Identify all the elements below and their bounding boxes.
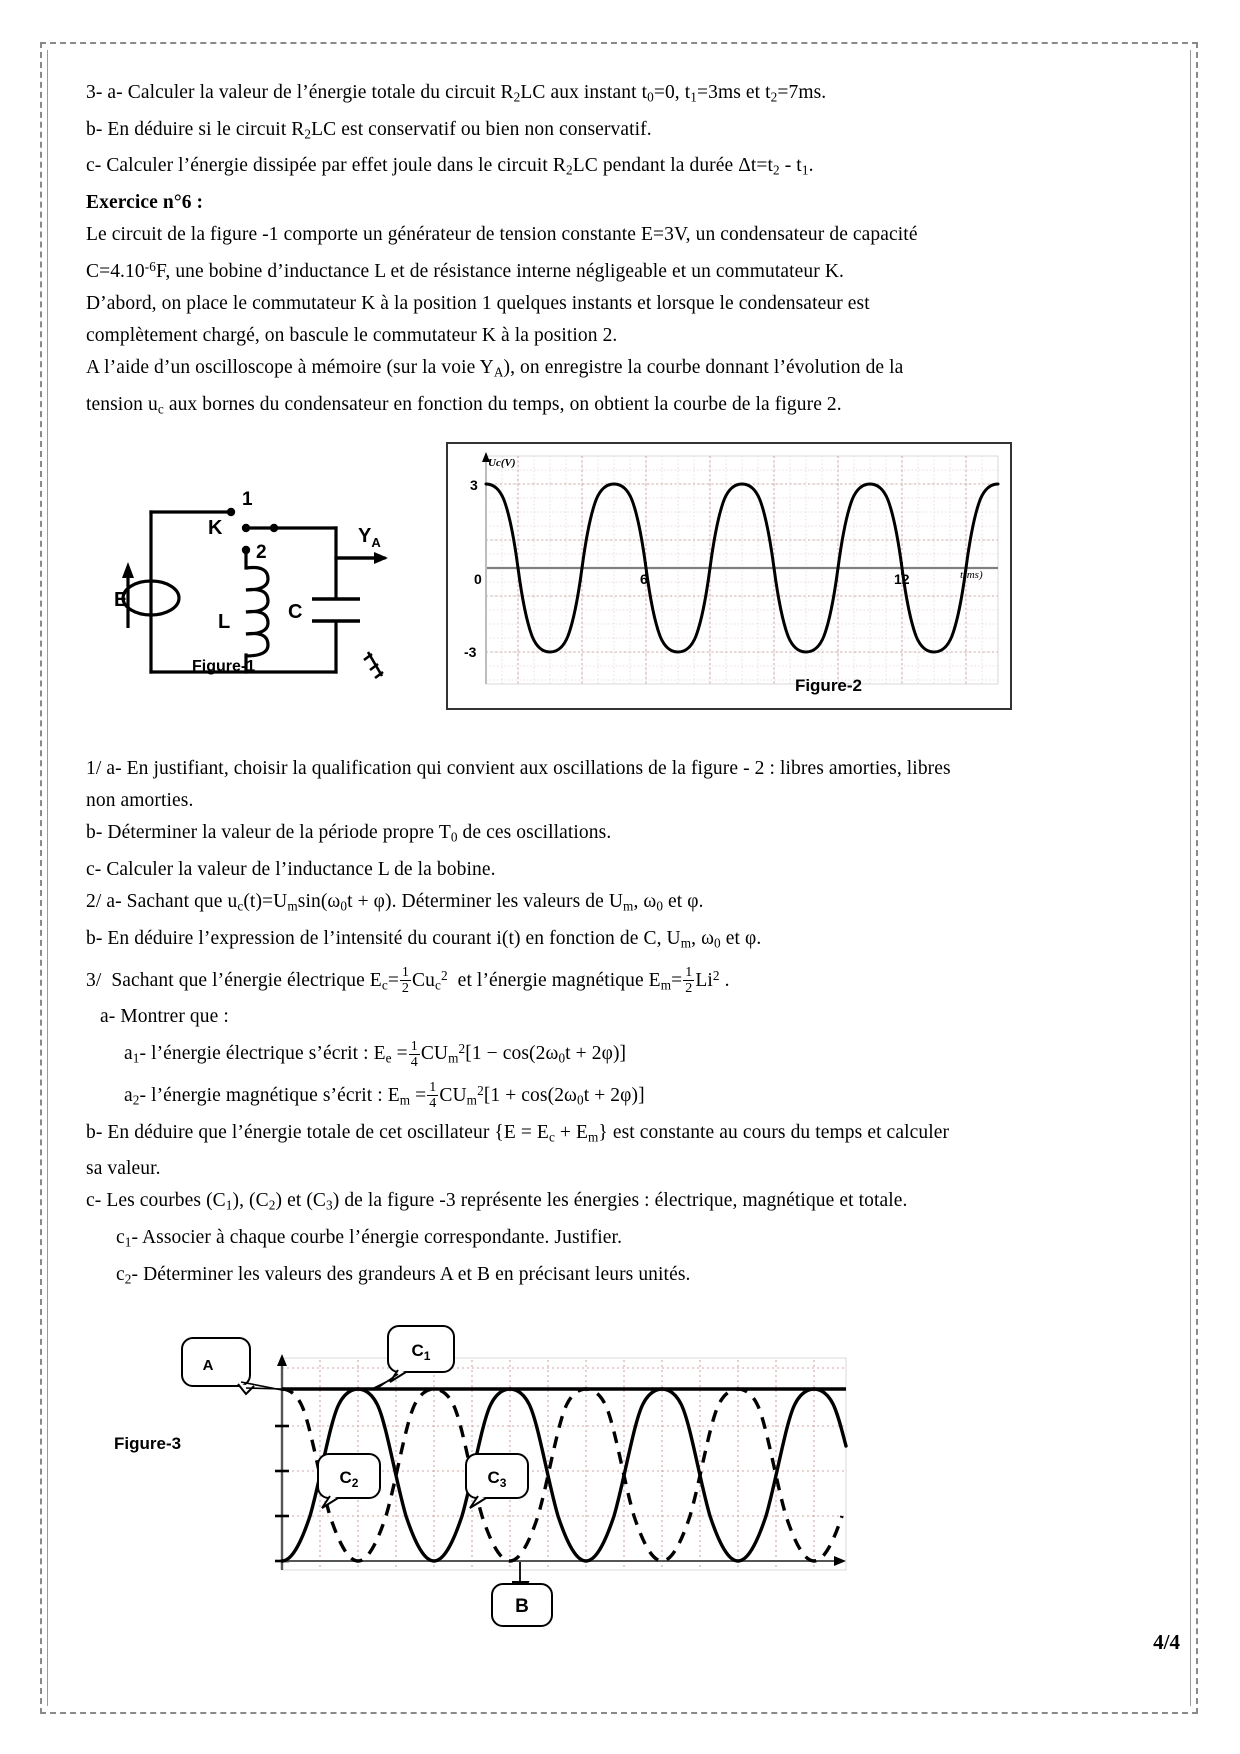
label-position-2: 2 xyxy=(256,542,267,564)
y-tick-label-minus3: -3 xyxy=(464,644,477,661)
intro-line-2: $C=4.10^{-6}F$, une bobine d’inductance L et de résistance interne négligeable et un commutateur K. xyxy=(86,259,845,283)
figure-3-caption: Figure-3 xyxy=(114,1434,182,1454)
intro-line-4: complètement chargé, on bascule le commutateur K à la position 2. xyxy=(86,325,618,347)
page-number: 4/4 xyxy=(1153,1630,1180,1654)
figure-1-caption: Figure-1 xyxy=(192,658,256,676)
inductor-coil xyxy=(246,568,268,657)
intro-line-5: A l’aide d’un oscilloscope à mémoire (sur la voie $Y_A$), on enregistre la courbe donnant l’évolution de la xyxy=(86,357,904,380)
intro-line-1: Le circuit de la figure -1 comporte un générateur de tension constante E=3V, un condensateur de capacité xyxy=(86,224,918,246)
question-3a: 3- a- Calculer la valeur de l’énergie totale du circuit $R_2LC$ aux instant $t_0=0$, $t_1=3ms$ et $t_2=7ms$. xyxy=(86,82,827,105)
figure-3-chart xyxy=(86,1316,1086,1618)
question-3-c2: $c_2-$ Déterminer les valeurs des grandeurs A et B en précisant leurs unités. xyxy=(116,1263,691,1287)
question-3-b: b- En déduire que l’énergie totale de cet oscillateur $\{E = E_c + E_m\}$ est constante au cours du temps et calculer xyxy=(86,1121,950,1145)
question-1c: c- Calculer la valeur de l’inductance L de la bobine. xyxy=(86,859,496,881)
y-axis-label: Uc(V) xyxy=(488,457,516,470)
switch-node-dot xyxy=(270,524,278,532)
figure-2-frame xyxy=(446,442,1012,710)
circuit-svg xyxy=(106,450,406,700)
callout-C1-label: $C_1$ xyxy=(411,1341,431,1364)
label-L: L xyxy=(218,611,231,634)
callout-A-label: A xyxy=(202,1357,214,1375)
question-3-energy: 3/ Sachant que l’énergie électrique $E_c=$ $\frac{1}{2}$ $Cu_c^2$ et l’énergie magnétique $E_m=$ $\frac{1}{2}$ Li$^2$ . xyxy=(86,964,730,996)
switch-contact-1-dot xyxy=(227,508,235,516)
switch-contact-2-dot xyxy=(242,546,250,554)
question-2b: b- En déduire l’expression de l’intensité du courant i(t) en fonction de C, $U_m$, $\omega_0$ et φ. xyxy=(86,927,762,951)
intro-line-3: D’abord, on place le commutateur K à la position 1 quelques instants et lorsque le condensateur est xyxy=(86,293,870,315)
label-C: C xyxy=(288,601,303,624)
callout-B xyxy=(492,1562,552,1626)
generator-arrow-head xyxy=(122,562,134,578)
question-1a-cont: non amorties. xyxy=(86,790,194,812)
ground-symbol xyxy=(364,652,383,678)
label-position-1: 1 xyxy=(242,489,253,511)
y-tick-label-3: 3 xyxy=(470,477,478,494)
ya-arrow-head xyxy=(374,552,388,564)
switch-pivot-dot xyxy=(242,524,250,532)
x-axis-label: t(ms) xyxy=(960,569,983,582)
question-3-a2: $a_2-$ l’énergie magnétique s’écrit : $E_m$ = $\frac{1}{4}$ $CU_m^2[1 + \cos(2\omega_0t + 2\varphi)]$ xyxy=(124,1079,645,1112)
question-3-a-montrer: a- Montrer que : xyxy=(100,1006,229,1028)
page-content xyxy=(86,78,1086,1618)
question-3-a1: $a_1-$ l’énergie électrique s’écrit : $E_e$ = $\frac{1}{4}$ $CU_m^2[1 - \cos(2\omega_0t + 2\varphi)]$ xyxy=(124,1037,627,1070)
x-tick-label-12: 12 xyxy=(894,571,910,588)
question-3c: c- Calculer l’énergie dissipée par effet joule dans le circuit $R_2LC$ pendant la durée $\Delta t=t_2 - t_1$. xyxy=(86,155,814,179)
figures-row xyxy=(86,442,1086,732)
intro-line-6: tension $u_c$ aux bornes du condensateur en fonction du temps, on obtient la courbe de la figure 2. xyxy=(86,393,842,417)
question-3-b-cont: sa valeur. xyxy=(86,1158,161,1180)
question-2a: 2/ a- Sachant que $u_c(t)=U_m\sin(\omega_0t + \varphi)$. Déterminer les valeurs de $U_m$, $\omega_0$ et φ. xyxy=(86,891,704,914)
question-3b: b- En déduire si le circuit $R_2LC$ est conservatif ou bien non conservatif. xyxy=(86,118,652,142)
label-YA: $Y_A$ xyxy=(358,525,381,551)
question-3-c1: $c_1-$ Associer à chaque courbe l’énergie correspondante. Justifier. xyxy=(116,1226,623,1250)
figure-2-caption: Figure-2 xyxy=(794,676,862,696)
figure-2-chart xyxy=(448,444,1010,708)
callout-C2-label: $C_2$ xyxy=(339,1468,359,1491)
callout-A xyxy=(182,1338,282,1394)
x-tick-label-6: 6 xyxy=(640,571,648,588)
figure-1-circuit xyxy=(106,450,406,700)
x-tick-label-0: 0 xyxy=(474,571,482,588)
question-3-c: c- Les courbes $(C_1)$, $(C_2)$ et $(C_3)$ de la figure -3 représente les énergies : électrique, magnétique et totale. xyxy=(86,1190,908,1213)
label-E: E xyxy=(114,589,128,612)
label-K: K xyxy=(208,517,223,540)
exercise-title: Exercice n°6 : xyxy=(86,192,204,214)
question-1a: 1/ a- En justifiant, choisir la qualification qui convient aux oscillations de la figure - 2 : libres amorties, libres xyxy=(86,758,951,780)
capacitor-symbol xyxy=(312,599,360,621)
question-1b: b- Déterminer la valeur de la période propre $T_0$ de ces oscillations. xyxy=(86,822,612,846)
figure-3-wrap xyxy=(86,1316,1086,1618)
callout-B-label: B xyxy=(515,1596,529,1618)
callout-C3-label: $C_3$ xyxy=(487,1468,507,1491)
